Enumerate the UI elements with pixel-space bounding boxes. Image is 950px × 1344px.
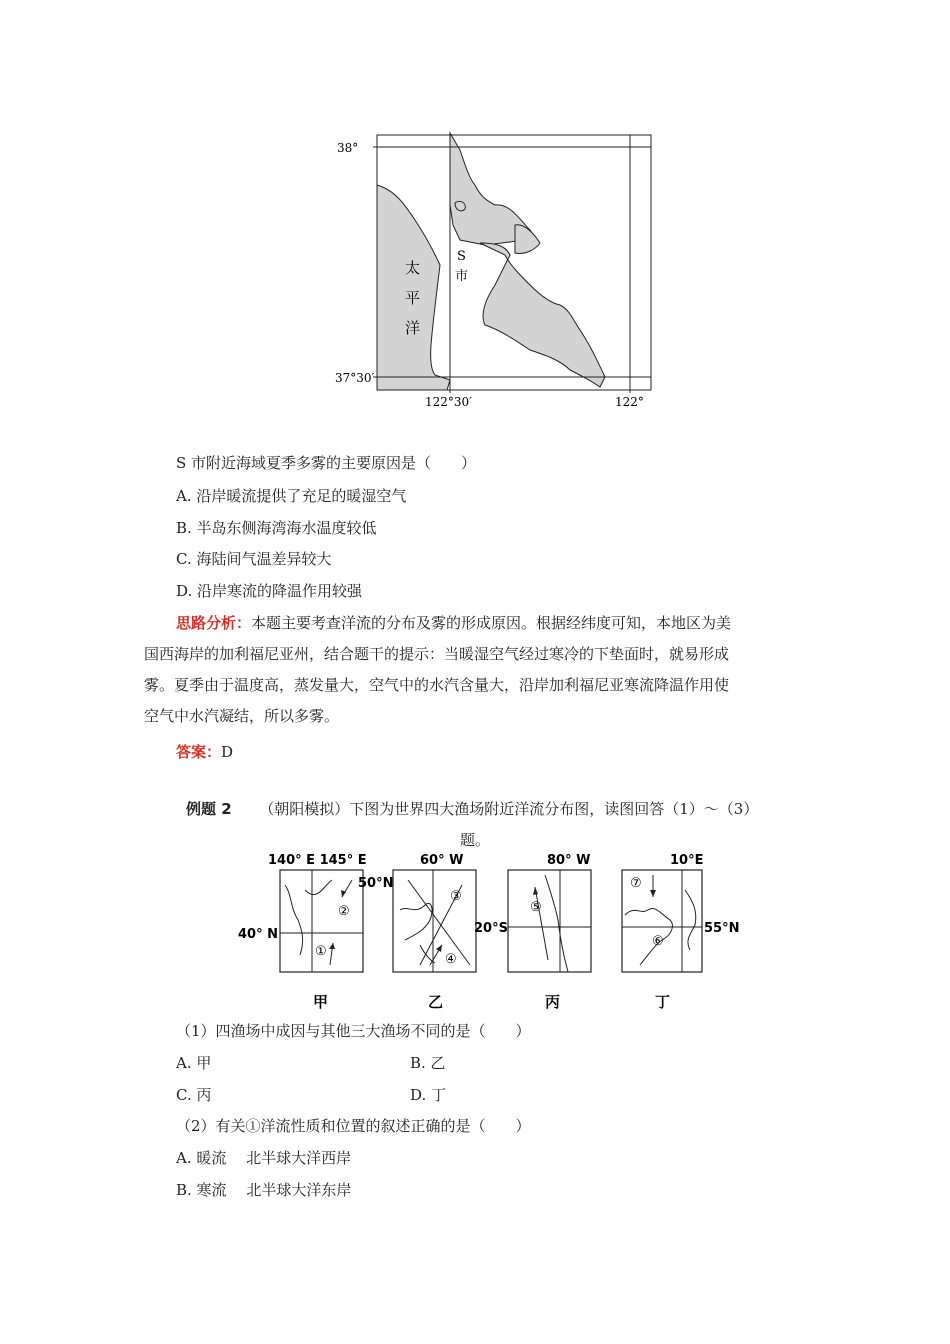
peninsula xyxy=(480,243,605,387)
current-7-label: ⑦ xyxy=(630,876,642,891)
lat-label-3730: 37°30′ xyxy=(335,371,375,385)
fishing-grounds-map xyxy=(230,845,760,1015)
analysis-line-1: 本题主要考查洋流的分布及雾的形成原因。根据经纬度可知，本地区为美 xyxy=(251,614,732,632)
subquestion-2-stem: （2）有关①洋流性质和位置的叙述正确的是（ ） xyxy=(176,1117,531,1135)
sub1-option-b: B. 乙 xyxy=(410,1054,446,1072)
example-2-intro-line2: 题。 xyxy=(460,831,491,849)
ocean-label-2: 平 xyxy=(405,289,421,307)
bing-lat-label: 20°S xyxy=(474,921,508,936)
example-2-title: 例题 2 xyxy=(186,800,232,818)
current-3-label: ③ xyxy=(450,889,462,904)
question-1-stem: S 市附近海域夏季多雾的主要原因是（ ） xyxy=(176,454,477,472)
inner-bay-land xyxy=(515,225,540,254)
panel-ding xyxy=(622,853,739,1011)
panel-jia xyxy=(238,853,393,1011)
sub1-option-d: D. 丁 xyxy=(410,1086,447,1104)
current-6-label: ⑥ xyxy=(652,934,664,949)
ocean-label-3: 洋 xyxy=(405,319,421,337)
analysis-line-3: 雾。夏季由于温度高，蒸发量大，空气中的水汽含量大，沿岸加利福尼亚寒流降温作用使 xyxy=(144,676,730,694)
example-2-intro xyxy=(186,799,758,819)
sub2-option-b: B. 寒流 北半球大洋东岸 xyxy=(176,1181,352,1199)
option-c: C. 海陆间气温差异较大 xyxy=(176,550,332,568)
city-label-shi: 市 xyxy=(455,269,469,284)
city-label-s: S xyxy=(457,249,466,264)
coastal-map-s-city xyxy=(335,125,665,415)
analysis-line-4: 空气中水汽凝结，所以多雾。 xyxy=(144,707,340,725)
ocean-label-1: 太 xyxy=(405,259,421,277)
ding-lon-label: 10°E xyxy=(670,853,704,868)
analysis-line-2: 国西海岸的加利福尼亚州，结合题干的提示：当暖湿空气经过寒冷的下垫面时，就易形成 xyxy=(144,645,730,663)
ding-name: 丁 xyxy=(655,993,671,1011)
analysis-label: 思路分析： xyxy=(176,614,252,632)
lat-label-38: 38° xyxy=(337,141,359,155)
answer-label: 答案： xyxy=(176,743,222,761)
bing-name: 丙 xyxy=(545,993,561,1011)
current-2-label: ② xyxy=(338,904,350,919)
jia-name: 甲 xyxy=(313,993,329,1011)
answer-line xyxy=(176,742,233,762)
sub1-option-a: A. 甲 xyxy=(176,1054,212,1072)
jia-lat-50: 50°N xyxy=(358,876,394,891)
subquestion-1-stem: （1）四渔场中成因与其他三大渔场不同的是（ ） xyxy=(176,1022,531,1040)
current-4-label: ④ xyxy=(445,952,457,967)
sub1-option-c: C. 丙 xyxy=(176,1086,212,1104)
option-a: A. 沿岸暖流提供了充足的暖湿空气 xyxy=(176,487,407,505)
lon-label-12230: 122°30′ xyxy=(425,395,472,409)
ding-lat-label: 55°N xyxy=(704,921,740,936)
current-1-label: ① xyxy=(315,944,327,959)
yi-lon-label: 60° W xyxy=(420,853,464,868)
option-b: B. 半岛东侧海湾海水温度较低 xyxy=(176,519,377,537)
sub2-option-a: A. 暖流 北半球大洋西岸 xyxy=(176,1149,352,1167)
analysis-block xyxy=(144,608,814,732)
jia-lat-40: 40° N xyxy=(238,927,278,942)
yi-name: 乙 xyxy=(428,993,444,1011)
land-west xyxy=(377,185,450,390)
bing-lon-label: 80° W xyxy=(547,853,591,868)
panel-yi xyxy=(393,853,476,1011)
example-2-intro-line1: （朝阳模拟）下图为世界四大渔场附近洋流分布图，读图回答（1）～（3） xyxy=(259,800,759,818)
panel-bing xyxy=(474,853,591,1011)
option-d: D. 沿岸寒流的降温作用较强 xyxy=(176,582,363,600)
current-5-label: ⑤ xyxy=(530,900,542,915)
answer-value: D xyxy=(221,743,234,761)
jia-lon-label: 140° E 145° E xyxy=(268,853,367,868)
lon-label-122: 122° xyxy=(615,395,644,409)
